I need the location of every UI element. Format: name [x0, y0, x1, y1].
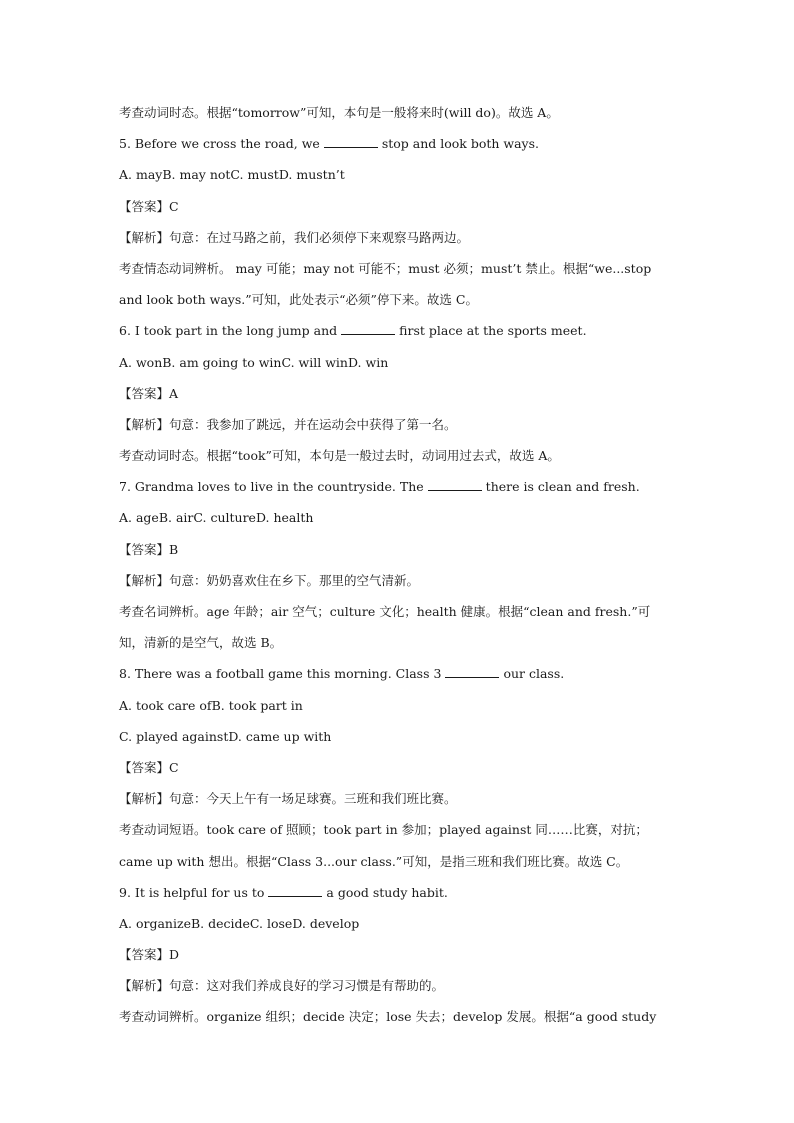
question-stem-after: first place at the sports meet. — [399, 323, 587, 339]
option: A. won — [119, 354, 163, 370]
answer-blank — [268, 884, 322, 897]
option: B. may not — [162, 167, 231, 183]
text-line: 【答案】D — [119, 947, 180, 963]
question-stem-before: 6. I took part in the long jump and — [119, 323, 338, 339]
question-stem-before: 5. Before we cross the road, we — [119, 136, 320, 152]
option: C. will win — [281, 354, 348, 370]
text-line: 【答案】C — [119, 198, 179, 214]
option: C. played against — [119, 728, 229, 744]
answer-blank — [428, 478, 482, 491]
option: D. mustn’t — [278, 167, 345, 183]
option: B. took part in — [211, 697, 303, 713]
option: D. win — [347, 354, 389, 370]
question-stem-before: 7. Grandma loves to live in the countryside. The — [119, 479, 424, 495]
text-line: 【答案】C — [119, 759, 179, 775]
options-row — [119, 695, 679, 726]
answer-blank — [324, 135, 378, 148]
question-stem-before: 8. There was a football game this morning. Class 3 — [119, 666, 442, 682]
option: A. organize — [119, 915, 191, 931]
option: C. culture — [193, 510, 256, 526]
document-page — [119, 102, 679, 1038]
options-row — [119, 352, 679, 383]
question-stem-after: a good study habit. — [326, 884, 448, 900]
options-row — [119, 507, 679, 538]
option: D. develop — [292, 915, 360, 931]
answer-blank — [445, 665, 499, 678]
option: A. took care of — [119, 697, 212, 713]
question-line — [119, 320, 679, 351]
text-line: 【解析】句意：这对我们养成良好的学习习惯是有帮助的。 — [119, 978, 445, 994]
question-line — [119, 663, 679, 694]
text-line: 考查动词短语。took care of 照顾；took part in 参加；played against 同……比赛，对抗； — [119, 822, 648, 838]
text-line: 知，清新的是空气，故选 B。 — [119, 635, 283, 651]
text-line: came up with 想出。根据“Class 3...our class.”可知，是指三班和我们班比赛。故选 C。 — [119, 853, 629, 869]
options-row — [119, 164, 679, 195]
text-line: 考查动词时态。根据“took”可知，本句是一般过去时，动词用过去式，故选 A。 — [119, 448, 560, 464]
text-line: 考查动词时态。根据“tomorrow”可知，本句是一般将来时(will do)。故选 A。 — [119, 105, 559, 120]
question-stem-before: 9. It is helpful for us to — [119, 884, 265, 900]
question-line — [119, 476, 679, 507]
question-stem-after: stop and look both ways. — [381, 136, 540, 152]
option: B. air — [158, 510, 194, 526]
text-line: 【解析】句意：奶奶喜欢住在乡下。那里的空气清新。 — [119, 572, 420, 588]
answer-blank — [341, 322, 395, 335]
text-line: 【答案】B — [119, 541, 179, 557]
text-line: 考查情态动词辨析。 may 可能；may not 可能不；must 必须；must’t 禁止。根据“we...stop — [119, 260, 652, 276]
question-line — [119, 133, 679, 164]
option: A. may — [119, 167, 163, 183]
option: D. came up with — [228, 728, 332, 744]
text-line: 【解析】句意：在过马路之前，我们必须停下来观察马路两边。 — [119, 229, 470, 245]
text-line: 【答案】A — [119, 385, 179, 401]
option: D. health — [255, 510, 314, 526]
option: A. age — [119, 510, 159, 526]
question-line — [119, 882, 679, 913]
options-row — [119, 913, 679, 944]
text-line: 【解析】句意：我参加了跳远，并在运动会中获得了第一名。 — [119, 416, 457, 432]
text-line: 考查名词辨析。age 年龄；air 空气；culture 文化；health 健康。根据“clean and fresh.”可 — [119, 604, 651, 619]
option: B. decide — [190, 915, 250, 931]
option: B. am going to win — [162, 354, 282, 370]
option: C. must — [230, 167, 279, 183]
option: C. lose — [249, 915, 293, 931]
question-stem-after: there is clean and fresh. — [485, 479, 640, 495]
text-line: 【解析】句意：今天上午有一场足球赛。三班和我们班比赛。 — [119, 791, 457, 807]
text-line: 考查动词辨析。organize 组织；decide 决定；lose 失去；develop 发展。根据“a good study — [119, 1009, 657, 1025]
options-row — [119, 726, 679, 757]
text-line: and look both ways.”可知，此处表示“必须”停下来。故选 C。 — [119, 292, 478, 308]
question-stem-after: our class. — [503, 666, 565, 682]
